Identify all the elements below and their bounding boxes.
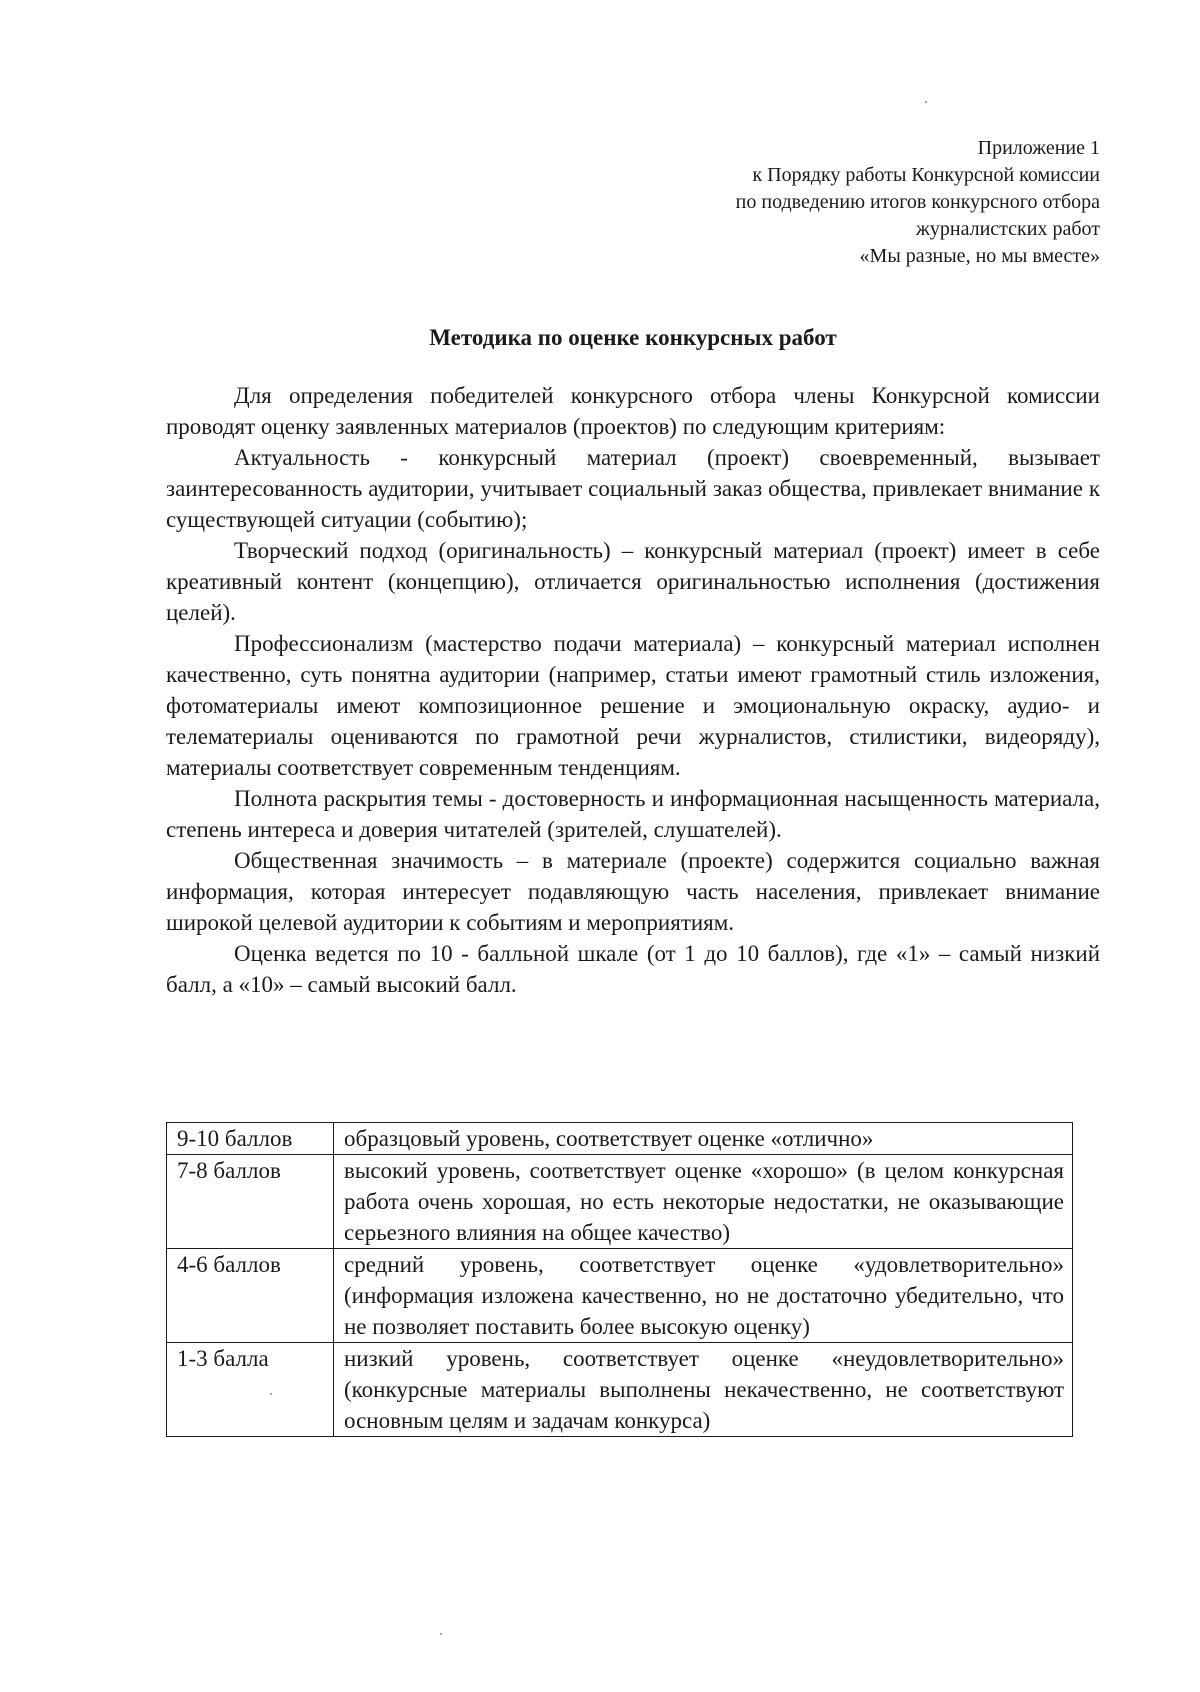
description-cell: средний уровень, соответствует оценке «удовлетворительно» (информация изложена качественно, но не достаточно убедительно, что не позволяет поставить более высокую оценку) bbox=[334, 1249, 1073, 1343]
criterion-completeness: Полнота раскрытия темы - достоверность и информационная насыщенность материала, степень интереса и доверия читателей (зрителей, слушателей). bbox=[166, 786, 1100, 842]
appendix-header bbox=[540, 135, 1100, 270]
score-cell: 9-10 баллов bbox=[167, 1123, 334, 1155]
appendix-line: «Мы разные, но мы вместе» bbox=[859, 245, 1100, 267]
score-cell: 4-6 баллов bbox=[167, 1249, 334, 1343]
description-cell: низкий уровень, соответствует оценке «неудовлетворительно» (конкурсные материалы выполнены некачественно, не соответствуют основным целям и задачам конкурса) bbox=[334, 1343, 1073, 1437]
scan-speck bbox=[270, 1393, 272, 1395]
table-row bbox=[167, 1343, 1073, 1437]
intro-paragraph: Для определения победителей конкурсного отбора члены Конкурсной комиссии проводят оценку заявленных материалов (проектов) по следующим критериям: bbox=[166, 383, 1100, 439]
score-cell: 1-3 балла bbox=[167, 1343, 334, 1437]
table-row bbox=[167, 1155, 1073, 1249]
scan-speck bbox=[925, 101, 927, 103]
appendix-line: Приложение 1 bbox=[977, 137, 1100, 159]
criterion-relevance: Актуальность - конкурсный материал (проект) своевременный, вызывает заинтересованность аудитории, учитывает социальный заказ общества, привлекает внимание к существующей ситуации (событию); bbox=[166, 445, 1100, 532]
table-row bbox=[167, 1249, 1073, 1343]
criterion-professionalism: Профессионализм (мастерство подачи материала) – конкурсный материал исполнен качественно, суть понятна аудитории (например, статьи имеют грамотный стиль изложения, фотоматериалы имеют композиционное решение и эмоциональную окраску, аудио- и телематериалы оцениваются по грамотной речи журналистов, стилистики, видеоряду), материалы соответствует современным тенденциям. bbox=[166, 631, 1100, 780]
description-cell: высокий уровень, соответствует оценке «хорошо» (в целом конкурсная работа очень хорошая, но есть некоторые недостатки, не оказывающие серьезного влияния на общее качество) bbox=[334, 1155, 1073, 1249]
description-cell: образцовый уровень, соответствует оценке «отлично» bbox=[334, 1123, 1073, 1155]
criterion-creativity: Творческий подход (оригинальность) – конкурсный материал (проект) имеет в себе креативный контент (концепцию), отличается оригинальностью исполнения (достижения целей). bbox=[166, 538, 1100, 625]
document-body bbox=[166, 380, 1100, 1000]
score-table bbox=[166, 1122, 1073, 1437]
appendix-line: к Порядку работы Конкурсной комиссии bbox=[752, 164, 1100, 186]
criterion-significance: Общественная значимость – в материале (проекте) содержится социально важная информация, которая интересует подавляющую часть населения, привлекает внимание широкой целевой аудитории к событиям и мероприятиям. bbox=[166, 848, 1100, 935]
scan-speck bbox=[440, 1633, 442, 1635]
scale-paragraph: Оценка ведется по 10 - балльной шкале (от 1 до 10 баллов), где «1» – самый низкий балл, а «10» – самый высокий балл. bbox=[166, 941, 1100, 997]
document-title: Методика по оценке конкурсных работ bbox=[429, 325, 837, 350]
appendix-line: журналистских работ bbox=[916, 218, 1100, 240]
score-cell: 7-8 баллов bbox=[167, 1155, 334, 1249]
appendix-line: по подведению итогов конкурсного отбора bbox=[735, 191, 1100, 213]
table-row bbox=[167, 1123, 1073, 1155]
